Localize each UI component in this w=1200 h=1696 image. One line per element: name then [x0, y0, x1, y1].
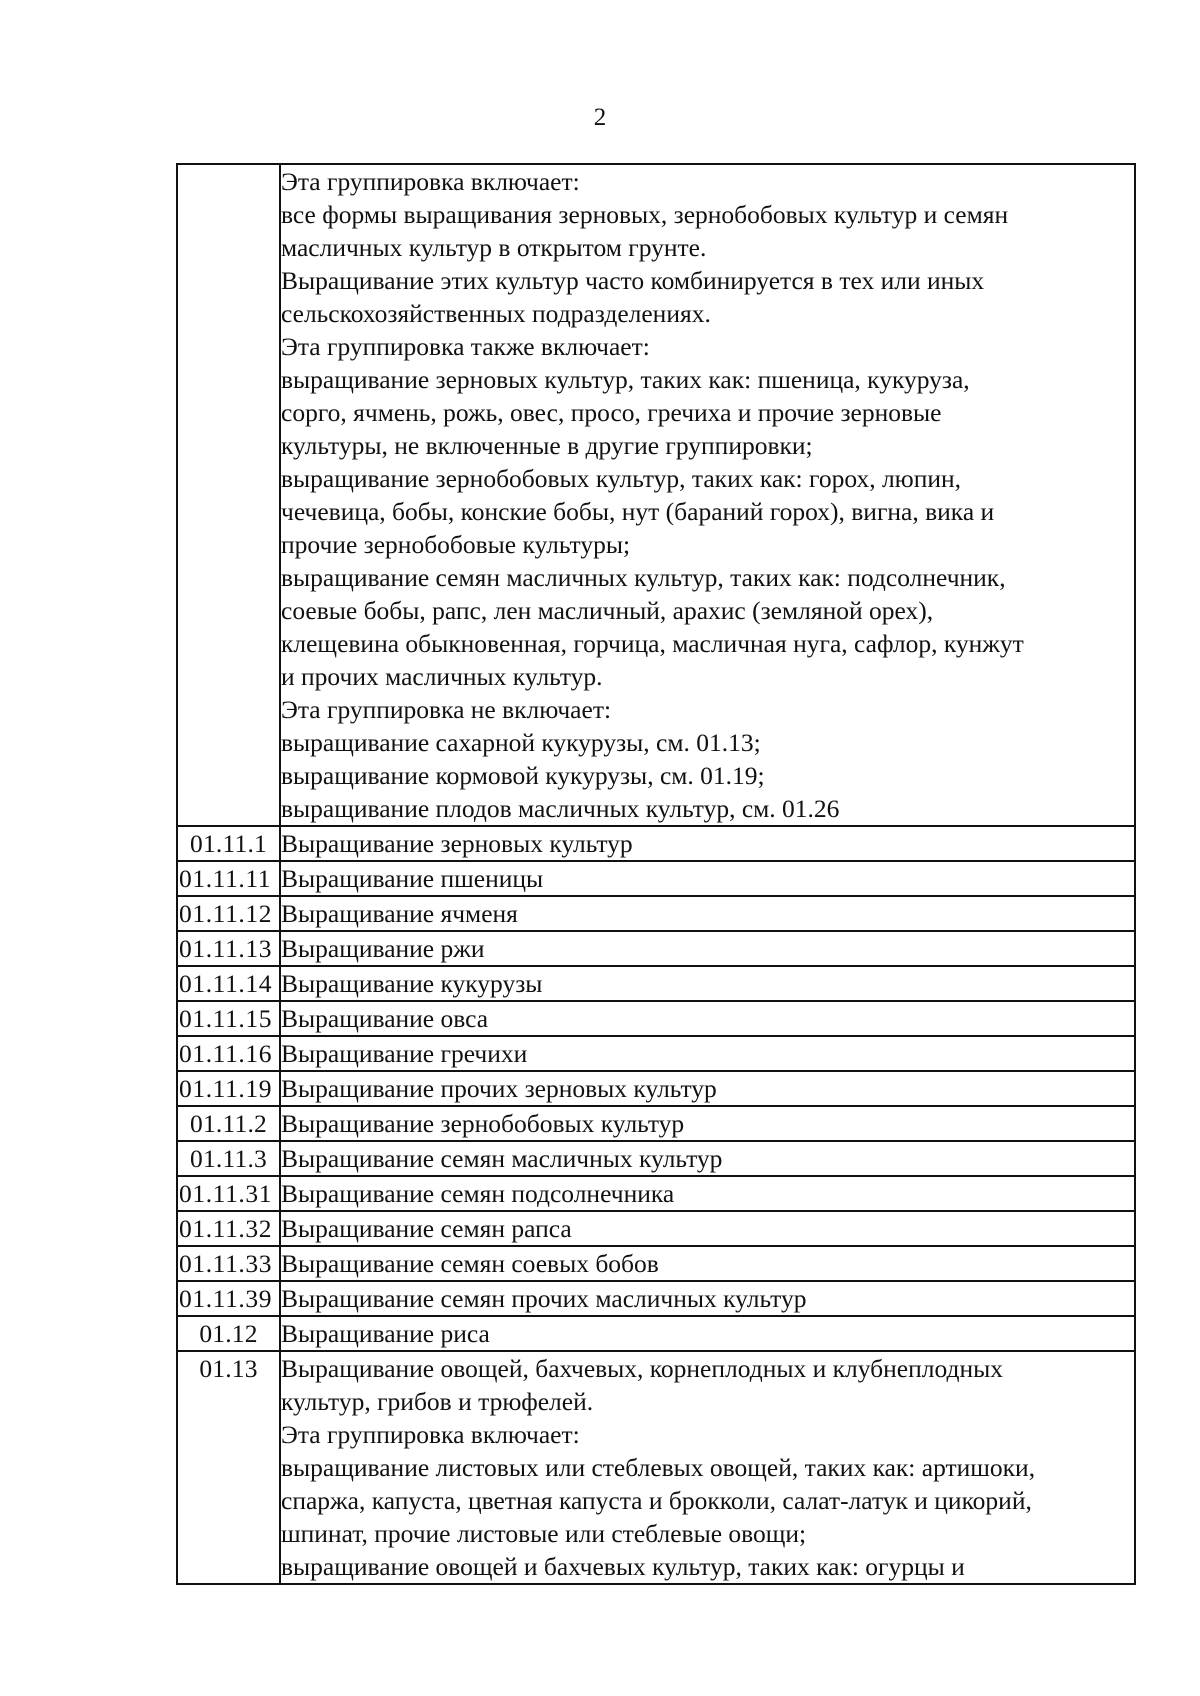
description-line: Выращивание гречихи: [281, 1039, 528, 1068]
description-line: шпинат, прочие листовые или стеблевые овощи;: [281, 1519, 807, 1548]
table-row: [177, 966, 1135, 1001]
classification-code: [177, 164, 280, 826]
classification-table: [176, 163, 1136, 1585]
classification-code: 01.11.19: [177, 1071, 280, 1106]
classification-code: 01.11.15: [177, 1001, 280, 1036]
classification-code: 01.11.16: [177, 1036, 280, 1071]
classification-code: 01.11.31: [177, 1176, 280, 1211]
classification-code: 01.11.2: [177, 1106, 280, 1141]
description-line: Выращивание овощей, бахчевых, корнеплодных и клубнеплодных: [281, 1354, 1004, 1383]
description-line: выращивание кормовой кукурузы, см. 01.19;: [281, 761, 765, 790]
classification-description: [280, 1141, 1135, 1176]
description-line: Выращивание прочих зерновых культур: [281, 1074, 717, 1103]
description-line: выращивание сахарной кукурузы, см. 01.13;: [281, 728, 761, 757]
table-row: [177, 1351, 1135, 1584]
classification-description: [280, 1036, 1135, 1071]
description-line: Выращивание этих культур часто комбинируется в тех или иных: [281, 266, 985, 295]
table-row: [177, 1246, 1135, 1281]
description-line: чечевица, бобы, конские бобы, нут (бараний горох), вигна, вика и: [281, 497, 995, 526]
description-line: Выращивание пшеницы: [281, 864, 544, 893]
table-row: [177, 826, 1135, 861]
description-line: выращивание овощей и бахчевых культур, таких как: огурцы и: [281, 1552, 965, 1581]
table-row: [177, 896, 1135, 931]
classification-code: 01.11.12: [177, 896, 280, 931]
classification-code: 01.11.1: [177, 826, 280, 861]
classification-code: 01.11.39: [177, 1281, 280, 1316]
description-line: Выращивание семян подсолнечника: [281, 1179, 675, 1208]
description-line: соевые бобы, рапс, лен масличный, арахис (земляной орех),: [281, 596, 934, 625]
description-line: выращивание плодов масличных культур, см. 01.26: [281, 794, 840, 823]
description-line: выращивание листовых или стеблевых овощей, таких как: артишоки,: [281, 1453, 1036, 1482]
description-line: все формы выращивания зерновых, зернобобовых культур и семян: [281, 200, 1009, 229]
classification-description: [280, 896, 1135, 931]
classification-description: [280, 931, 1135, 966]
table-row: [177, 1176, 1135, 1211]
table-row: [177, 1001, 1135, 1036]
classification-description: [280, 1246, 1135, 1281]
classification-code: 01.11.3: [177, 1141, 280, 1176]
description-line: Выращивание семян соевых бобов: [281, 1249, 659, 1278]
description-line: масличных культур в открытом грунте.: [281, 233, 707, 262]
classification-description: [280, 966, 1135, 1001]
description-line: культуры, не включенные в другие группировки;: [281, 431, 813, 460]
classification-description: [280, 826, 1135, 861]
table-row: [177, 164, 1135, 826]
table-row: [177, 931, 1135, 966]
classification-code: 01.11.13: [177, 931, 280, 966]
description-line: Выращивание семян прочих масличных культур: [281, 1284, 807, 1313]
description-line: Эта группировка включает:: [281, 167, 580, 196]
description-line: культур, грибов и трюфелей.: [281, 1387, 594, 1416]
description-line: Выращивание овса: [281, 1004, 489, 1033]
classification-description: [280, 1351, 1135, 1584]
classification-description: [280, 1106, 1135, 1141]
classification-code: 01.12: [177, 1316, 280, 1351]
classification-description: [280, 1281, 1135, 1316]
description-line: Выращивание семян масличных культур: [281, 1144, 723, 1173]
description-line: Выращивание ржи: [281, 934, 485, 963]
table-row: [177, 861, 1135, 896]
classification-code: 01.13: [177, 1351, 280, 1584]
description-line: сельскохозяйственных подразделениях.: [281, 299, 711, 328]
description-line: Выращивание кукурузы: [281, 969, 543, 998]
table-row: [177, 1036, 1135, 1071]
description-line: Выращивание ячменя: [281, 899, 518, 928]
classification-description: [280, 1211, 1135, 1246]
classification-code: 01.11.32: [177, 1211, 280, 1246]
page-number: 2: [593, 104, 607, 131]
table-row: [177, 1316, 1135, 1351]
classification-description: [280, 1071, 1135, 1106]
classification-code: 01.11.33: [177, 1246, 280, 1281]
table-row: [177, 1071, 1135, 1106]
description-line: Эта группировка включает:: [281, 1420, 580, 1449]
description-line: Эта группировка также включает:: [281, 332, 650, 361]
classification-description: [280, 1176, 1135, 1211]
classification-description: [280, 1001, 1135, 1036]
description-line: Выращивание семян рапса: [281, 1214, 572, 1243]
classification-description: [280, 861, 1135, 896]
classification-description: [280, 1316, 1135, 1351]
description-line: клещевина обыкновенная, горчица, масличная нуга, сафлор, кунжут: [281, 629, 1024, 658]
table-row: [177, 1281, 1135, 1316]
description-line: Выращивание зерновых культур: [281, 829, 633, 858]
classification-table-body: [177, 164, 1135, 1584]
description-line: Выращивание риса: [281, 1319, 490, 1348]
description-line: выращивание семян масличных культур, таких как: подсолнечник,: [281, 563, 1006, 592]
classification-code: 01.11.11: [177, 861, 280, 896]
table-row: [177, 1211, 1135, 1246]
table-row: [177, 1106, 1135, 1141]
table-row: [177, 1141, 1135, 1176]
classification-description: [280, 164, 1135, 826]
description-line: прочие зернобобовые культуры;: [281, 530, 631, 559]
description-line: и прочих масличных культур.: [281, 662, 603, 691]
description-line: спаржа, капуста, цветная капуста и брокколи, салат-латук и цикорий,: [281, 1486, 1032, 1515]
description-line: выращивание зернобобовых культур, таких как: горох, люпин,: [281, 464, 962, 493]
description-line: Эта группировка не включает:: [281, 695, 612, 724]
description-line: сорго, ячмень, рожь, овес, просо, гречиха и прочие зерновые: [281, 398, 942, 427]
description-line: Выращивание зернобобовых культур: [281, 1109, 685, 1138]
description-line: выращивание зерновых культур, таких как: пшеница, кукуруза,: [281, 365, 970, 394]
classification-code: 01.11.14: [177, 966, 280, 1001]
